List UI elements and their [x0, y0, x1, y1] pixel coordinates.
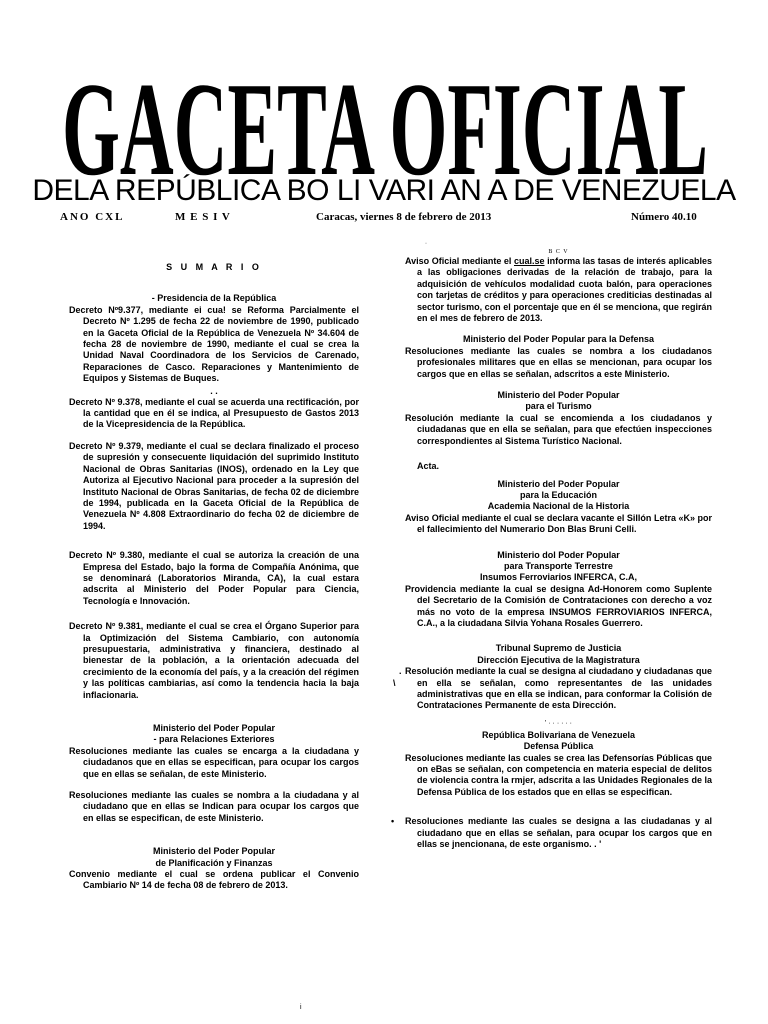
aviso-link: cual.se [513, 256, 545, 266]
transp-heading-1: Ministerio dol Poder Popular [497, 549, 620, 560]
planif-heading-1: Ministerio del Poder Popular [152, 846, 276, 857]
dp-heading-2: Defensa Pública [523, 741, 594, 752]
tsj-mark-2: \ [393, 678, 396, 689]
planif-entry: Convenio mediante el cual se ordena publicar el Convenio Cambiario Nº 14 de fecha 08 de febrero de 2013. [69, 869, 359, 891]
decreto-9377: Decreto Nº9.377, mediante ei cua! se Reforma Parcialmente el Decreto Nº 1.295 de fecha 22 de noviembre de 1990, publicado en la Gaceta Oficial de la República de Venezuela Nº 34.604 de fecha 28 de noviembre de 1990, mediante el cual se crea la Unidad Naval Coordinadora de los Servicios de Carenado, Reparaciones de Casco. Reparaciones y Mantenimiento de Equipos y Sistemas de Buques. [69, 304, 359, 384]
masthead-title [60, 44, 710, 178]
educ-entry: Aviso Oficial mediante el cual se declara vacante el Sillón Letra «K» por el fallecimiento del Numerario Don Blas Bruni Celli. [405, 512, 712, 535]
turismo-entry: Resolución mediante la cual se encomienda a los ciudadanos y ciudadanas que en ella se señalan, para que efectúen inspecciones correspondientes al Sistema Turístico Nacional. [405, 412, 712, 446]
page-mark: i [300, 1004, 302, 1011]
decreto-9378: Decreto Nº 9.378, mediante el cual se acuerda una rectificación, por la cantidad que en él se indica, al Presupuesto de Gastos 2013 de la Vicepresidencia de la República. [69, 396, 359, 430]
decreto-9379: Decreto Nº 9.379, mediante el cual se declara finalizado el proceso de supresión y consecuente liquidación del suprimido Instituto Nacional de Obras Sanitarias (INOS), ordenado en la Ley que Autoriza al Ejecutivo Nacional para proceder a la supresión del Instituto Nacional de Obras Sanitarias, de fecha 02 de diciembre de 1994, publicada en la Gaceta Oficial de la República de Venezuela Nº 4.808 Extraordinario do fecha 02 de diciembre de 1994. [69, 440, 359, 531]
aviso-prefix: Aviso Oficial mediante el [405, 256, 514, 266]
tsj-mark-1: . [399, 666, 402, 677]
tsj-entry: Resolución mediante la cual se designa al ciudadano y ciudadanas que en ella se señalan, como representantes de las unidades administrativas que en ella se indican, para conformar la Colisión de Contrataciones Permanente de esta Dirección. [405, 666, 712, 711]
dp-marks: ' · · · · · · [545, 719, 572, 727]
bcv-heading: B C V [548, 249, 569, 255]
rree-entry-1: Resoluciones mediante las cuales se encarga a la ciudadana y ciudadanos que en ellas se especifican, para ocupar los cargos que en ellas se señalan, de este Ministerio. [69, 745, 359, 779]
educ-heading-2: para la Educación [519, 489, 598, 500]
rree-heading-2: - para Relaciones Exteriores [153, 734, 275, 745]
transp-heading-3: Insumos Ferroviarios INFERCA, C.A, [479, 572, 638, 583]
educ-heading-1: Ministerio del Poder Popular [497, 478, 620, 489]
acta: Acta. [417, 461, 440, 472]
dp-bullet: • [391, 816, 395, 827]
left-column [69, 262, 359, 892]
presidencia-heading: - Presidencia de la República [151, 293, 277, 304]
transp-entry: Providencia mediante la cual se designa Ad-Honorem como Suplente del Secretario de la Comisión de Contrataciones con derecho a voz más no voto de la empresa INSUMOS FERROVIARIOS INFERCA, C.A., a la ciudadana Silvia Yohana Rosales Guerrero. [405, 583, 712, 628]
defensa-heading: Ministerio del Poder Popular para la Defensa [462, 334, 655, 345]
dp-heading-1: República Bolivariana de Venezuela [481, 729, 636, 740]
turismo-heading-2: para el Turismo [525, 401, 592, 412]
decreto-9381: Decreto Nº 9.381, mediante el cual se crea el Órgano Superior para la Optimización del Sistema Cambiario, con autonomía presupuestaria, administrativa y financiera, destinado al bienestar de la población, a la orientación adecuada del crecimiento de la economía del país, y a la creación del régimen y las políticas cambiarias, así como la tendencia hacia la baja inflacionaria. [69, 621, 359, 700]
top-mark: · [425, 241, 428, 247]
masthead-subtitle: DELA REPÚBLICA BO LI VARI AN A DE VENEZUELA [32, 174, 736, 207]
aviso-bcv [405, 256, 712, 324]
dateline-month: M E S I V [175, 211, 231, 223]
turismo-heading-1: Ministerio del Poder Popular [497, 390, 620, 401]
masthead-title-text: GACETA OFICIAL [62, 55, 708, 178]
decreto-9380: Decreto Nº 9.380, mediante el cual se autoriza la creación de una Empresa del Estado, bajo la forma de Compañía Anónima, que se denominará (Laboratorios Miranda, CA), la cual estara adscrita al Ministerio del Poder Popular para Ciencia, Tecnología e Innovación. [69, 550, 359, 606]
dp-entry-1: Resoluciones mediante las cuales se crea las Defensorías Públicas que on eBas se señalan, con competencia en materia especial de delitos de violencia contra la rmjer, adscrita a las Unidades Regionales de la Defensa Pública de los estados que en ellas se especifican. [405, 752, 712, 797]
separator-dots: . . [210, 385, 218, 396]
dateline-number: Número 40.10 [631, 211, 697, 223]
tsj-heading-1: Tribunal Supremo de Justicia [495, 643, 622, 654]
rree-entry-2: Resoluciones mediante las cuales se nombra a la ciudadana y al ciudadano que en ellas se Indican para ocupar los cargos que en ellas se especifican, de este Ministerio. [69, 790, 359, 823]
defensa-entry: Resoluciones mediante las cuales se nombra a los ciudadanos profesionales militares que en ellas se mencionan, para ocupar los cargos que en ellas se señalan, adscritos a este Ministerio. [405, 345, 712, 379]
dateline-date: Caracas, viernes 8 de febrero de 2013 [316, 211, 492, 223]
planif-heading-2: de Planificación y Finanzas [155, 857, 273, 868]
transp-heading-2: para Transporte Terrestre [504, 560, 613, 571]
educ-heading-3: Academia Nacional de la Historia [487, 501, 630, 512]
dp-entry-2: Resoluciones mediante las cuales se designa a las ciudadanas y al ciudadano que en ellas se señalan, para ocupar los cargos que en ellas se jnencionana, de este organismo. . ' [405, 816, 712, 850]
dateline [0, 211, 768, 225]
tsj-heading-2: Dirección Ejecutiva de la Magistratura [477, 654, 640, 665]
dateline-year: ANO CXL [60, 211, 125, 223]
sumario-heading: S U M A R I O [166, 262, 262, 272]
rree-heading-1: Ministerio del Poder Popular [152, 723, 276, 733]
aviso-rest: informa las tasas de interés aplicables a las obligaciones derivadas de la relación de trabajo, para la adquisición de vehículos modalidad cuota balón, para operaciones con tarjetas de créditos y para operaciones crediticias destinadas al sector turismo, con el porcentaje que en él se menciona, que regirán en el mes de febrero de 2013. [417, 256, 713, 324]
right-column [391, 240, 713, 850]
